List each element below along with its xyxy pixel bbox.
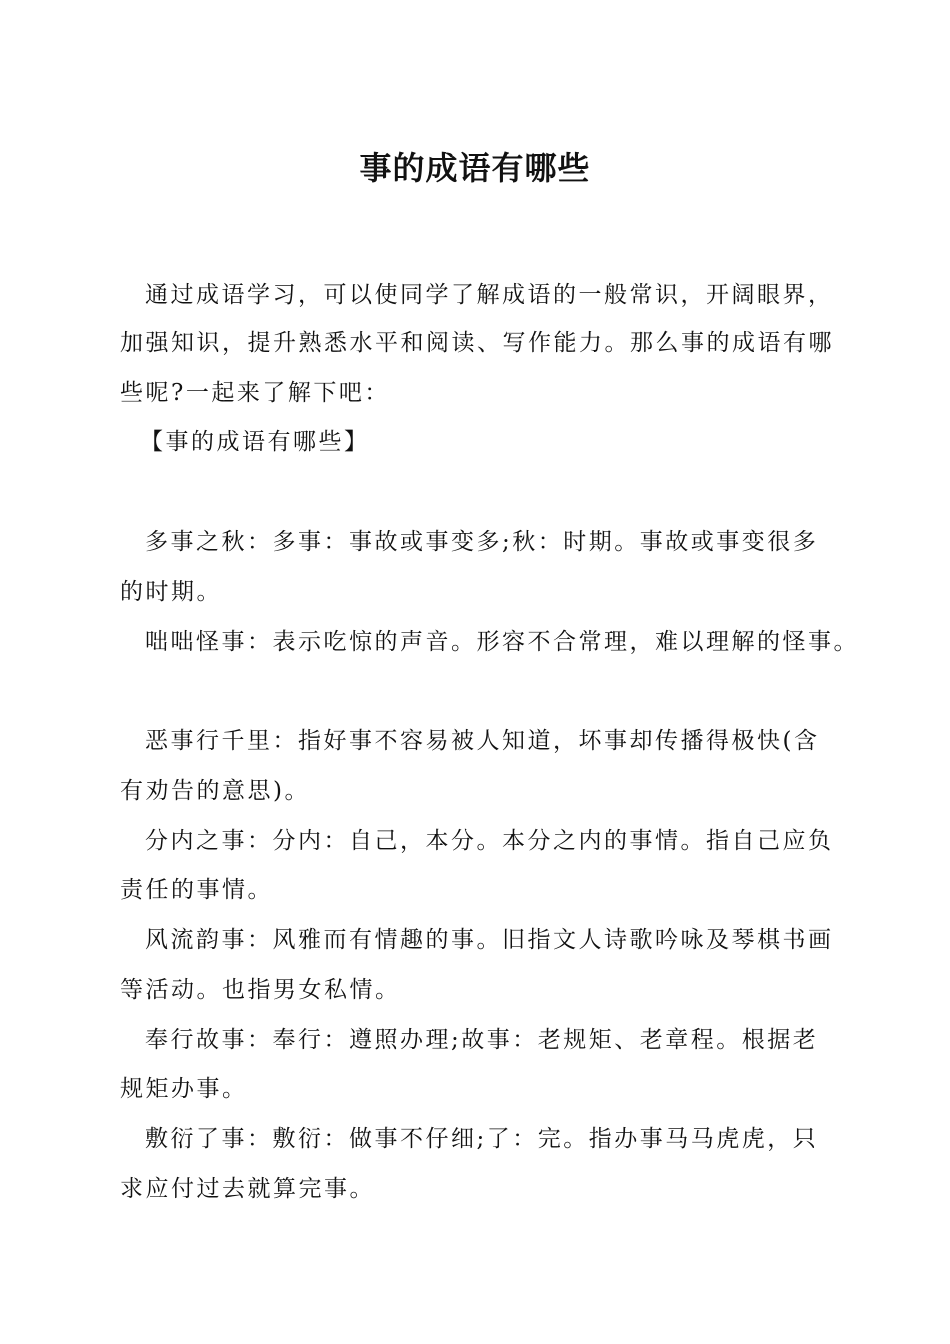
entry-fengliuyunshi-line-1: 风流韵事：风雅而有情趣的事。旧指文人诗歌吟咏及琴棋书画 xyxy=(145,927,834,953)
entry-duoshizhiqiu-line-2: 的时期。 xyxy=(120,579,222,605)
entry-duoduoguaishi-line-1: 咄咄怪事：表示吃惊的声音。形容不合常理，难以理解的怪事。 xyxy=(145,629,859,655)
intro-line-2: 加强知识，提升熟悉水平和阅读、写作能力。那么事的成语有哪 xyxy=(120,330,834,356)
entry-eshixingqianli-line-2: 有劝告的意思)。 xyxy=(120,778,310,804)
intro-line-3: 些呢?一起来了解下吧： xyxy=(120,380,390,406)
intro-line-1: 通过成语学习，可以使同学了解成语的一般常识，开阔眼界， xyxy=(145,282,834,308)
document-title: 事的成语有哪些 xyxy=(359,149,591,187)
entry-fenneizhishi-line-2: 责任的事情。 xyxy=(120,877,273,903)
entry-fuyanliaoshi-line-2: 求应付过去就算完事。 xyxy=(120,1176,375,1202)
entry-fengliuyunshi-line-2: 等活动。也指男女私情。 xyxy=(120,977,401,1003)
entry-eshixingqianli-line-1: 恶事行千里：指好事不容易被人知道，坏事却传播得极快(含 xyxy=(145,728,820,754)
entry-fuyanliaoshi-line-1: 敷衍了事：敷衍：做事不仔细;了：完。指办事马马虎虎，只 xyxy=(145,1126,819,1152)
entry-duoshizhiqiu-line-1: 多事之秋：多事：事故或事变多;秋：时期。事故或事变很多 xyxy=(145,529,819,555)
entry-fengxinggushi-line-2: 规矩办事。 xyxy=(120,1076,248,1102)
section-heading: 【事的成语有哪些】 xyxy=(140,429,370,455)
entry-fenneizhishi-line-1: 分内之事：分内：自己，本分。本分之内的事情。指自己应负 xyxy=(145,828,834,854)
entry-fengxinggushi-line-1: 奉行故事：奉行：遵照办理;故事：老规矩、老章程。根据老 xyxy=(145,1027,819,1053)
